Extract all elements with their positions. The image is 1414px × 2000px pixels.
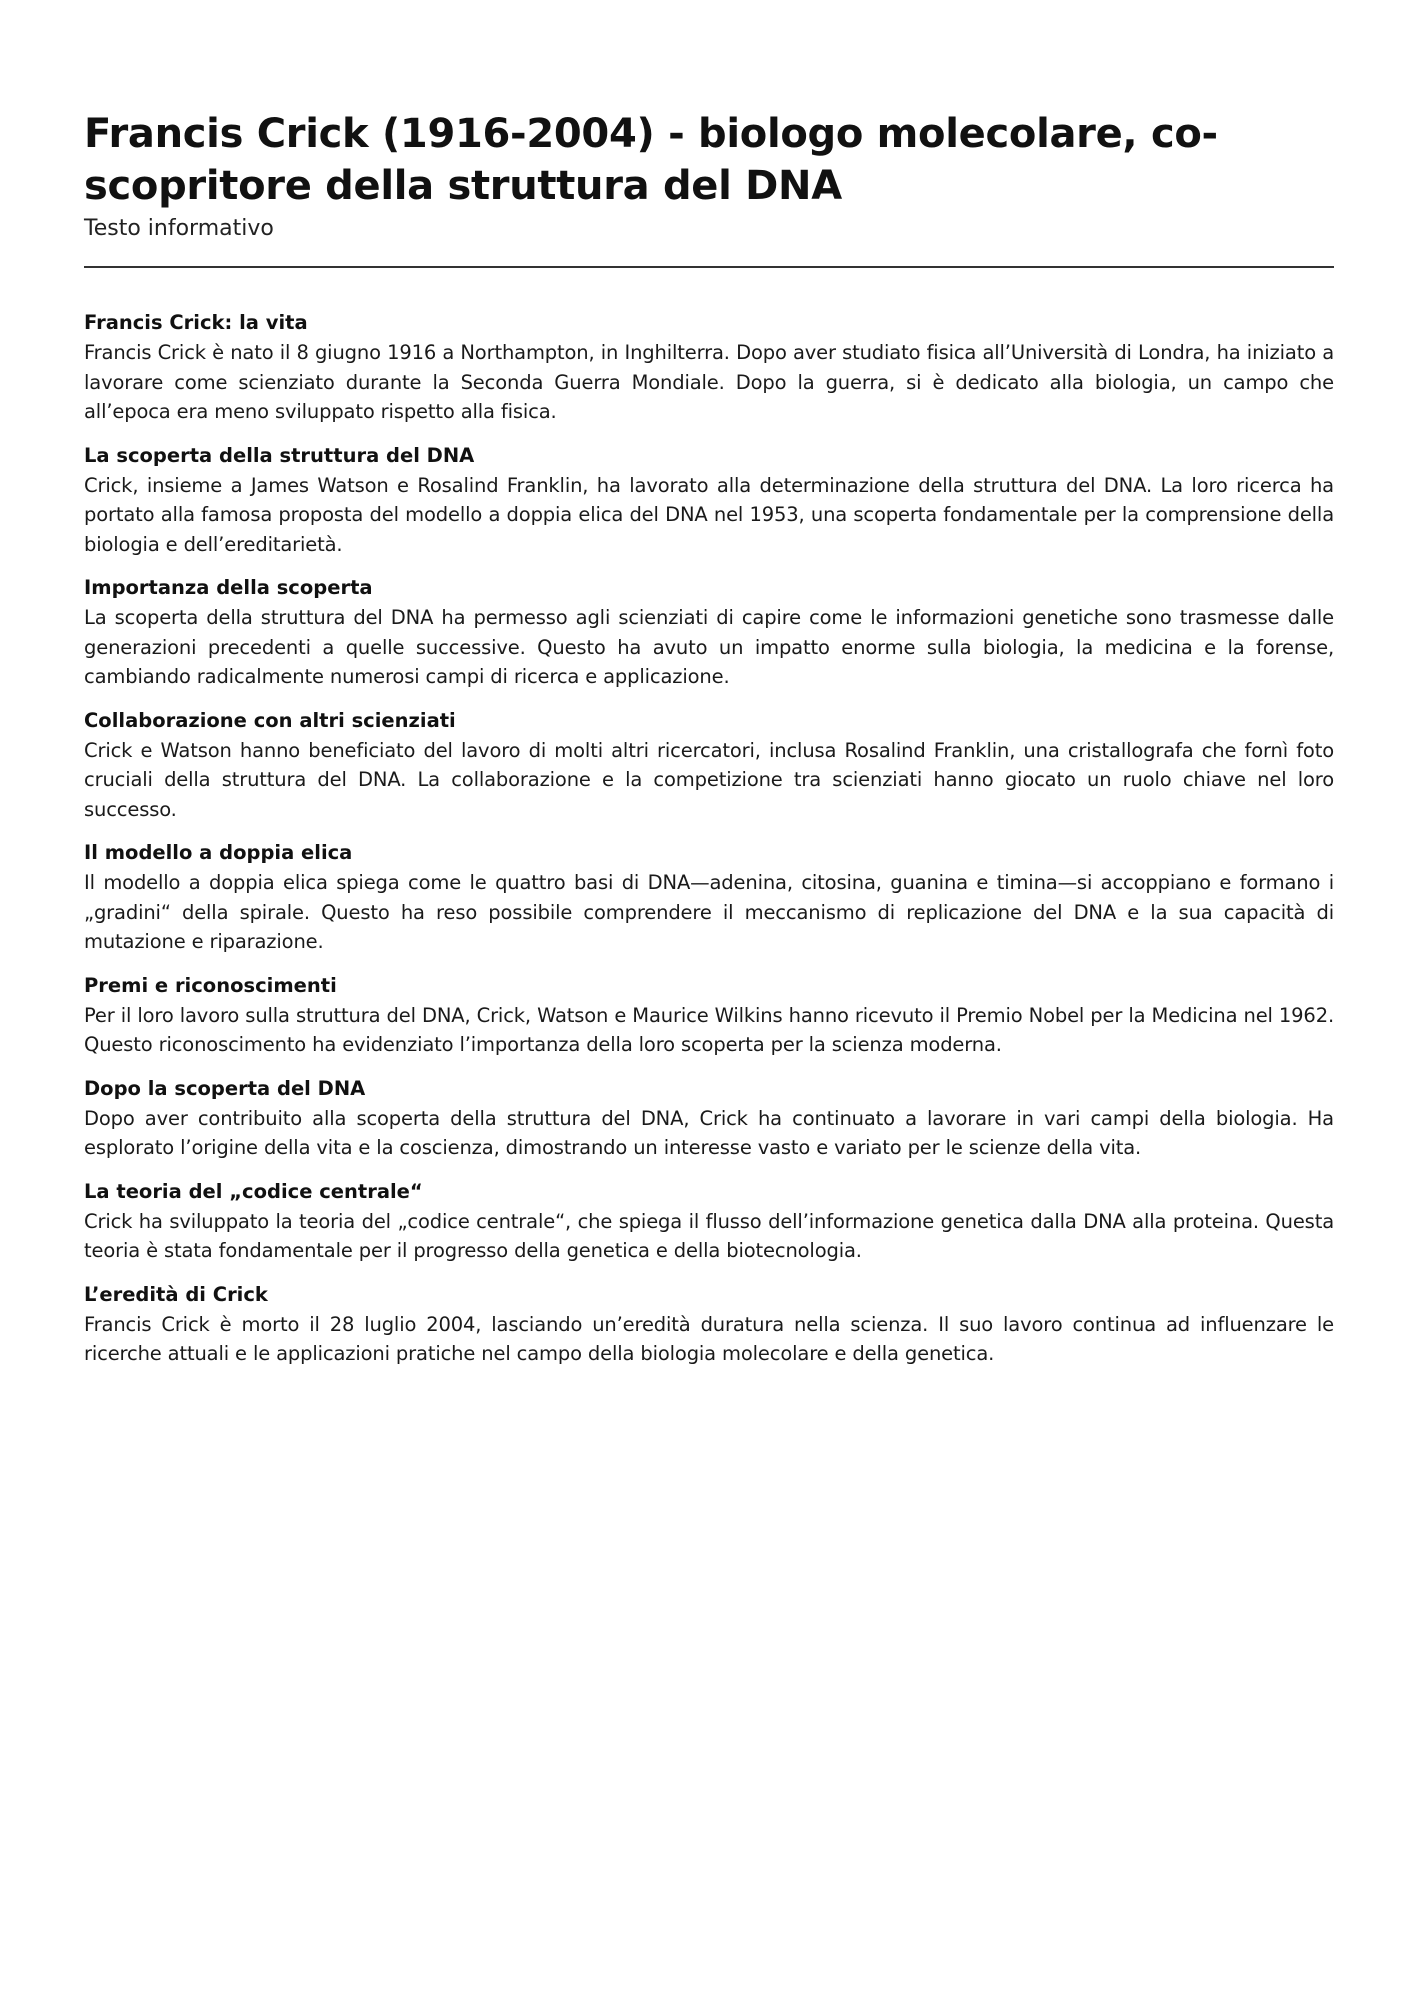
section-importanza [84, 573, 1334, 692]
section-codice-centrale [84, 1177, 1334, 1266]
document-body [84, 308, 1334, 1369]
section-heading: L’eredità di Crick [84, 1282, 268, 1306]
section-eredita [84, 1280, 1334, 1369]
section-la-vita [84, 308, 1334, 427]
section-paragraph: Crick e Watson hanno beneficiato del lavoro di molti altri ricercatori, inclusa Rosalind Franklin, una cristallografa che fornì foto cruciali della struttura del DNA. La collaborazione e la competizione tra scienziati hanno giocato un ruolo chiave nel loro successo. [84, 738, 1334, 821]
section-heading: La teoria del „codice centrale“ [84, 1179, 423, 1203]
section-heading: Dopo la scoperta del DNA [84, 1076, 366, 1100]
section-heading: Importanza della scoperta [84, 576, 373, 599]
section-scoperta-dna [84, 441, 1334, 560]
section-dopo-scoperta [84, 1074, 1334, 1163]
section-heading: La scoperta della struttura del DNA [84, 443, 475, 467]
section-heading: Il modello a doppia elica [84, 841, 353, 864]
section-paragraph: Per il loro lavoro sulla struttura del DNA, Crick, Watson e Maurice Wilkins hanno ricevuto il Premio Nobel per la Medicina nel 1962. Questo riconoscimento ha evidenziato l’importanza della loro scoperta per la scienza moderna. [84, 1003, 1334, 1056]
document-subtitle: Testo informativo [84, 216, 274, 241]
section-collaborazione [84, 706, 1334, 825]
section-heading: Francis Crick: la vita [84, 311, 308, 334]
section-heading: Collaborazione con altri scienziati [84, 708, 456, 732]
section-doppia-elica [84, 838, 1334, 957]
title-divider [84, 266, 1334, 268]
section-paragraph: Crick, insieme a James Watson e Rosalind Franklin, ha lavorato alla determinazione della struttura del DNA. La loro ricerca ha portato alla famosa proposta del modello a doppia elica del DNA nel 1953, una scoperta fondamentale per la comprensione della biologia e dell’ereditarietà. [84, 473, 1334, 556]
section-premi [84, 971, 1334, 1060]
document-title: Francis Crick (1916-2004) - biologo molecolare, co-scopritore della struttura del DNA [84, 111, 1218, 209]
section-paragraph: Francis Crick è morto il 28 luglio 2004, lasciando un’eredità duratura nella scienza. Il suo lavoro continua ad influenzare le ricerche attuali e le applicazioni pratiche nel campo della biologia molecolare e della genetica. [84, 1312, 1334, 1365]
section-paragraph: Dopo aver contribuito alla scoperta della struttura del DNA, Crick ha continuato a lavorare in vari campi della biologia. Ha esplorato l’origine della vita e la coscienza, dimostrando un interesse vasto e variato per le scienze della vita. [84, 1106, 1334, 1159]
section-heading: Premi e riconoscimenti [84, 973, 337, 997]
section-paragraph: Crick ha sviluppato la teoria del „codice centrale“, che spiega il flusso dell’informazione genetica dalla DNA alla proteina. Questa teoria è stata fondamentale per il progresso della genetica e della biotecnologia. [84, 1209, 1334, 1262]
section-paragraph: La scoperta della struttura del DNA ha permesso agli scienziati di capire come le informazioni genetiche sono trasmesse dalle generazioni precedenti a quelle successive. Questo ha avuto un impatto enorme sulla biologia, la medicina e la forense, cambiando radicalmente numerosi campi di ricerca e applicazione. [84, 606, 1334, 688]
section-paragraph: Francis Crick è nato il 8 giugno 1916 a Northampton, in Inghilterra. Dopo aver studiato fisica all’Università di Londra, ha iniziato a lavorare come scienziato durante la Seconda Guerra Mondiale. Dopo la guerra, si è dedicato alla biologia, un campo che all’epoca era meno sviluppato rispetto alla fisica. [84, 341, 1334, 423]
section-paragraph: Il modello a doppia elica spiega come le quattro basi di DNA—adenina, citosina, guanina e timina—si accoppiano e formano i „gradini“ della spirale. Questo ha reso possibile comprendere il meccanismo di replicazione del DNA e la sua capacità di mutazione e riparazione. [84, 871, 1334, 953]
